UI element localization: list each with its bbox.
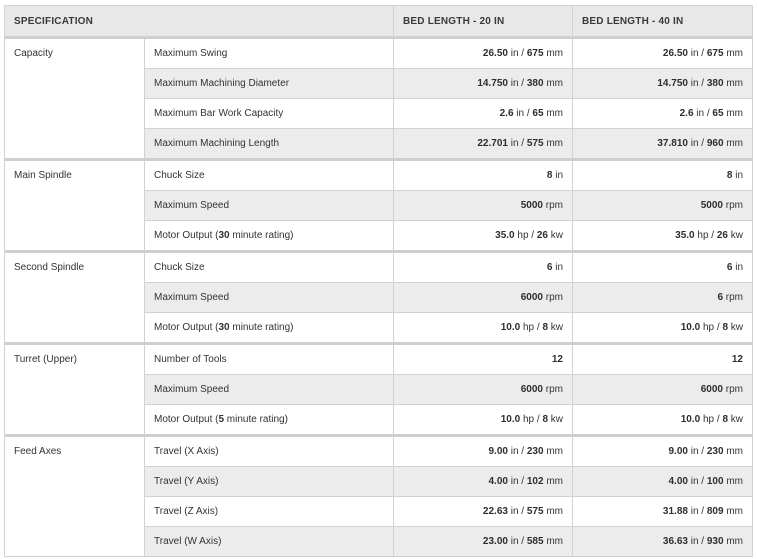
value-unit: in	[732, 170, 743, 181]
value-number: 6	[717, 292, 723, 303]
table-row	[5, 344, 753, 375]
value-bed-20	[394, 252, 573, 283]
value-unit: mm	[543, 506, 563, 517]
value-number: 6000	[700, 384, 723, 395]
value-unit: mm	[543, 476, 563, 487]
value-number: 102	[526, 476, 544, 487]
value-unit: rpm	[543, 384, 563, 395]
spec-label-chuck-size: Chuck Size	[145, 160, 394, 191]
value-unit: mm	[723, 476, 743, 487]
value-unit: minute rating)	[224, 414, 288, 425]
value-unit: hp /	[700, 322, 723, 333]
value-number: 585	[526, 536, 544, 547]
value-number: 675	[706, 48, 724, 59]
value-unit: hp /	[700, 414, 723, 425]
value-bed-40	[573, 69, 753, 99]
value-number: 65	[532, 108, 544, 119]
value-number: 6	[546, 262, 553, 273]
value-unit: in	[732, 262, 743, 273]
value-number: 6	[726, 262, 733, 273]
value-unit: hp /	[514, 230, 537, 241]
value-bed-20	[394, 497, 573, 527]
value-number: 26.50	[662, 48, 688, 59]
value-number: 36.63	[662, 536, 688, 547]
value-bed-40	[573, 38, 753, 69]
value-bed-20	[394, 69, 573, 99]
value-number: 380	[526, 78, 544, 89]
value-bed-40	[573, 283, 753, 313]
value-bed-40	[573, 252, 753, 283]
table-row	[5, 38, 753, 69]
value-bed-40	[573, 99, 753, 129]
value-number: 5000	[700, 200, 723, 211]
table-row	[5, 436, 753, 467]
table-row	[5, 160, 753, 191]
value-unit: mm	[723, 446, 743, 457]
value-unit: in /	[507, 536, 527, 547]
value-unit: rpm	[723, 200, 743, 211]
value-unit: in /	[507, 78, 527, 89]
table-body	[5, 38, 753, 557]
header-bed-length-40: BED LENGTH - 40 IN	[573, 6, 753, 38]
value-unit: kw	[548, 414, 563, 425]
value-number: 960	[706, 138, 724, 149]
value-number: 4.00	[668, 476, 688, 487]
value-number: 5	[218, 414, 225, 425]
value-unit: rpm	[543, 292, 563, 303]
spec-label-maximum-speed: Maximum Speed	[145, 375, 394, 405]
value-number: 26	[536, 230, 548, 241]
spec-label-motor-output-30-minute-rating	[145, 221, 394, 252]
value-number: 8	[722, 322, 728, 333]
value-number: 575	[526, 506, 544, 517]
value-bed-40	[573, 313, 753, 344]
value-unit: in /	[507, 138, 527, 149]
value-unit: mm	[543, 48, 563, 59]
value-number: 22.63	[482, 506, 508, 517]
value-number: 9.00	[488, 446, 508, 457]
spec-label-travel-w-axis: Travel (W Axis)	[145, 527, 394, 557]
value-number: 10.0	[680, 414, 701, 425]
value-unit: mm	[543, 446, 563, 457]
value-unit: mm	[723, 78, 743, 89]
value-number: 26	[716, 230, 728, 241]
value-number: 14.750	[477, 78, 508, 89]
value-bed-40	[573, 160, 753, 191]
value-unit: Motor Output (	[154, 414, 219, 425]
value-bed-20	[394, 467, 573, 497]
value-number: 65	[712, 108, 724, 119]
value-unit: hp /	[520, 322, 543, 333]
value-number: 22.701	[477, 138, 508, 149]
spec-label-maximum-speed: Maximum Speed	[145, 191, 394, 221]
value-unit: mm	[723, 48, 743, 59]
value-bed-20	[394, 99, 573, 129]
table-header-row	[5, 6, 753, 38]
value-number: 380	[706, 78, 724, 89]
value-number: 12	[731, 354, 743, 365]
value-bed-20	[394, 191, 573, 221]
value-unit: in /	[507, 48, 527, 59]
value-unit: minute rating)	[229, 230, 294, 241]
value-bed-20	[394, 129, 573, 160]
category-main-spindle: Main Spindle	[5, 160, 145, 252]
spec-label-travel-x-axis: Travel (X Axis)	[145, 436, 394, 467]
category-second-spindle: Second Spindle	[5, 252, 145, 344]
value-bed-40	[573, 436, 753, 467]
value-bed-20	[394, 221, 573, 252]
value-bed-40	[573, 375, 753, 405]
value-unit: Motor Output (	[154, 230, 219, 241]
value-unit: in /	[693, 108, 713, 119]
value-bed-20	[394, 313, 573, 344]
value-bed-40	[573, 405, 753, 436]
value-number: 6000	[520, 384, 543, 395]
specification-table	[4, 5, 753, 557]
value-number: 26.50	[482, 48, 508, 59]
spec-label-maximum-bar-work-capacity: Maximum Bar Work Capacity	[145, 99, 394, 129]
value-unit: in /	[507, 506, 527, 517]
spec-label-travel-z-axis: Travel (Z Axis)	[145, 497, 394, 527]
value-unit: mm	[723, 108, 743, 119]
value-unit: in /	[687, 476, 707, 487]
value-unit: mm	[543, 138, 563, 149]
value-unit: Motor Output (	[154, 322, 219, 333]
value-bed-20	[394, 38, 573, 69]
value-number: 8	[542, 414, 548, 425]
value-number: 575	[526, 138, 544, 149]
value-unit: kw	[728, 230, 743, 241]
value-unit: kw	[548, 322, 563, 333]
value-number: 10.0	[680, 322, 701, 333]
spec-label-maximum-swing: Maximum Swing	[145, 38, 394, 69]
value-number: 8	[542, 322, 548, 333]
value-number: 35.0	[675, 230, 695, 241]
value-bed-40	[573, 221, 753, 252]
value-number: 930	[706, 536, 724, 547]
value-unit: in /	[507, 446, 527, 457]
table-row	[5, 252, 753, 283]
spec-label-chuck-size: Chuck Size	[145, 252, 394, 283]
value-unit: mm	[723, 138, 743, 149]
spec-label-motor-output-30-minute-rating	[145, 313, 394, 344]
value-unit: mm	[543, 108, 563, 119]
spec-label-travel-y-axis: Travel (Y Axis)	[145, 467, 394, 497]
value-bed-40	[573, 467, 753, 497]
value-unit: kw	[728, 322, 743, 333]
value-number: 30	[218, 230, 230, 241]
value-bed-20	[394, 436, 573, 467]
value-unit: in /	[507, 476, 527, 487]
value-unit: mm	[543, 78, 563, 89]
header-specification: SPECIFICATION	[5, 6, 394, 38]
value-number: 4.00	[488, 476, 508, 487]
value-unit: in /	[687, 138, 707, 149]
value-bed-40	[573, 497, 753, 527]
spec-label-number-of-tools: Number of Tools	[145, 344, 394, 375]
value-unit: in /	[687, 446, 707, 457]
value-number: 23.00	[482, 536, 508, 547]
value-unit: rpm	[543, 200, 563, 211]
value-number: 9.00	[668, 446, 688, 457]
value-unit: in /	[687, 78, 707, 89]
value-number: 14.750	[657, 78, 688, 89]
value-unit: in /	[687, 536, 707, 547]
value-unit: in	[552, 170, 563, 181]
header-bed-length-20: BED LENGTH - 20 IN	[394, 6, 573, 38]
value-bed-40	[573, 344, 753, 375]
value-unit: mm	[723, 536, 743, 547]
value-number: 8	[726, 170, 733, 181]
value-unit: in	[552, 262, 563, 273]
value-number: 31.88	[662, 506, 688, 517]
value-unit: minute rating)	[229, 322, 294, 333]
value-number: 8	[546, 170, 553, 181]
category-capacity: Capacity	[5, 38, 145, 160]
value-bed-20	[394, 283, 573, 313]
value-number: 230	[706, 446, 724, 457]
value-bed-20	[394, 405, 573, 436]
value-unit: mm	[543, 536, 563, 547]
value-number: 6000	[520, 292, 543, 303]
spec-label-maximum-machining-length: Maximum Machining Length	[145, 129, 394, 160]
value-number: 230	[526, 446, 544, 457]
category-turret-upper: Turret (Upper)	[5, 344, 145, 436]
value-number: 2.6	[679, 108, 694, 119]
value-number: 10.0	[500, 322, 521, 333]
value-unit: hp /	[520, 414, 543, 425]
value-unit: hp /	[694, 230, 717, 241]
value-number: 8	[722, 414, 728, 425]
value-unit: kw	[548, 230, 563, 241]
value-unit: kw	[728, 414, 743, 425]
value-unit: in /	[687, 506, 707, 517]
spec-label-maximum-machining-diameter: Maximum Machining Diameter	[145, 69, 394, 99]
value-bed-40	[573, 191, 753, 221]
spec-label-motor-output-5-minute-rating	[145, 405, 394, 436]
category-feed-axes: Feed Axes	[5, 436, 145, 557]
value-unit: in /	[513, 108, 533, 119]
value-number: 100	[706, 476, 724, 487]
spec-label-maximum-speed: Maximum Speed	[145, 283, 394, 313]
value-bed-20	[394, 160, 573, 191]
value-bed-40	[573, 527, 753, 557]
value-unit: rpm	[723, 292, 743, 303]
value-number: 35.0	[495, 230, 515, 241]
value-number: 675	[526, 48, 544, 59]
value-bed-20	[394, 375, 573, 405]
value-unit: rpm	[723, 384, 743, 395]
value-number: 30	[218, 322, 230, 333]
value-number: 5000	[520, 200, 543, 211]
value-number: 10.0	[500, 414, 521, 425]
value-number: 12	[551, 354, 563, 365]
value-unit: in /	[687, 48, 707, 59]
value-number: 2.6	[499, 108, 514, 119]
value-number: 809	[706, 506, 724, 517]
value-bed-40	[573, 129, 753, 160]
value-unit: mm	[723, 506, 743, 517]
value-number: 37.810	[657, 138, 688, 149]
value-bed-20	[394, 344, 573, 375]
value-bed-20	[394, 527, 573, 557]
